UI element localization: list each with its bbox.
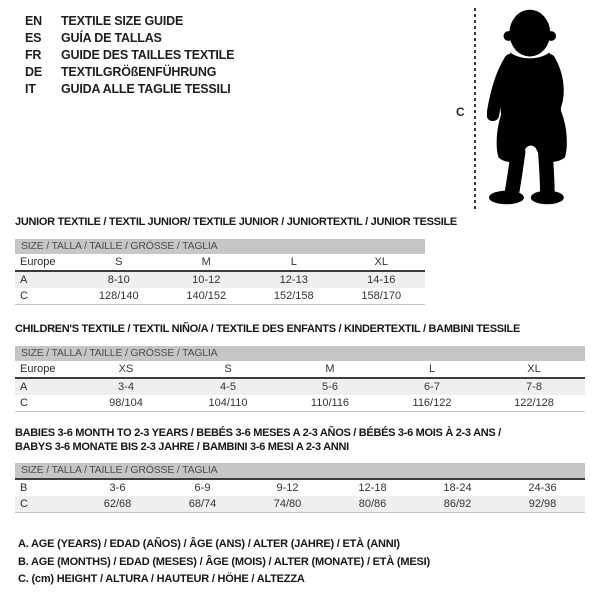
baby-silhouette-icon — [487, 4, 594, 212]
language-row — [25, 13, 234, 30]
height-cell: 110/116 — [310, 397, 350, 409]
age-cell: 24-36 — [528, 482, 557, 494]
height-cell: 86/92 — [443, 498, 472, 510]
height-cell: 158/170 — [361, 290, 402, 302]
junior-size-table — [15, 239, 425, 305]
language-title-list — [25, 13, 234, 98]
size-header-bar: SIZE / TALLA / TAILLE / GRÖSSE / TAGLIA — [15, 239, 425, 254]
table-row-height — [15, 288, 425, 305]
row-label: C — [20, 290, 28, 302]
height-cell: 74/80 — [273, 498, 302, 510]
height-measure-line — [474, 8, 476, 212]
age-cell: 6-7 — [424, 381, 440, 393]
size-cell: M — [325, 363, 335, 375]
age-cell: 10-12 — [192, 274, 221, 286]
height-cell: 140/152 — [186, 290, 227, 302]
language-row — [25, 30, 234, 47]
size-cell: M — [201, 256, 211, 268]
age-cell: 18-24 — [443, 482, 472, 494]
language-title: GUIDE DES TAILLES TEXTILE — [61, 48, 235, 62]
height-cell: 98/104 — [109, 397, 143, 409]
language-code: DE — [25, 65, 42, 79]
babies-table-title-line2: BABYS 3-6 MONATE BIS 2-3 JAHRE / BAMBINI 3-6 MESI A 2-3 ANNI — [15, 440, 349, 453]
junior-table-title: JUNIOR TEXTILE / TEXTIL JUNIOR/ TEXTILE JUNIOR / JUNIORTEXTIL / JUNIOR TESSILE — [15, 216, 457, 228]
size-cell: S — [224, 363, 232, 375]
row-label: A — [20, 381, 28, 393]
language-code: EN — [25, 14, 42, 28]
height-cell: 92/98 — [528, 498, 557, 510]
row-label: Europe — [20, 256, 56, 268]
language-title: TEXTILGRÖßENFÜHRUNG — [61, 65, 217, 79]
age-cell: 12-13 — [279, 274, 308, 286]
table-row-height — [15, 395, 585, 412]
height-cell: 62/68 — [103, 498, 132, 510]
size-cell: S — [115, 256, 123, 268]
language-row — [25, 81, 234, 98]
babies-size-table — [15, 463, 585, 513]
legend-note-c: C. (cm) HEIGHT / ALTURA / HAUTEUR / HÖHE / ALTEZZA — [18, 573, 305, 585]
language-row — [25, 47, 234, 64]
language-title: GUIDA ALLE TAGLIE TESSILI — [61, 82, 231, 96]
table-row-age — [15, 272, 425, 288]
language-code: FR — [25, 48, 42, 62]
table-row-age-months — [15, 480, 585, 496]
size-cell: L — [428, 363, 436, 375]
language-row — [25, 64, 234, 81]
height-cell: 152/158 — [273, 290, 314, 302]
row-label: B — [20, 482, 28, 494]
table-row-height — [15, 496, 585, 513]
size-cell: XS — [118, 363, 134, 375]
row-label: C — [20, 397, 28, 409]
children-table-title: CHILDREN'S TEXTILE / TEXTIL NIÑO/A / TEXTILE DES ENFANTS / KINDERTEXTIL / BAMBINI TESSILE — [15, 323, 520, 335]
height-measure-label: C — [456, 105, 465, 119]
row-label: A — [20, 274, 28, 286]
children-size-table — [15, 346, 585, 412]
height-cell: 122/128 — [514, 397, 554, 409]
size-cell: XL — [374, 256, 388, 268]
table-row-age — [15, 379, 585, 395]
size-header-bar: SIZE / TALLA / TAILLE / GRÖSSE / TAGLIA — [15, 463, 585, 480]
height-cell: 128/140 — [98, 290, 139, 302]
height-cell: 104/110 — [208, 397, 248, 409]
age-cell: 7-8 — [526, 381, 542, 393]
legend-note-a: A. AGE (YEARS) / EDAD (AÑOS) / ÂGE (ANS) / ALTER (JAHRE) / ETÀ (ANNI) — [18, 538, 400, 550]
babies-table-title-line1: BABIES 3-6 MONTH TO 2-3 YEARS / BEBÉS 3-6 MESES A 2-3 AÑOS / BÉBÉS 3-6 MOIS À 2-3 ANS / — [15, 427, 501, 439]
language-title: TEXTILE SIZE GUIDE — [61, 14, 184, 28]
babies-table-title — [15, 427, 590, 454]
age-cell: 4-5 — [220, 381, 236, 393]
height-cell: 68/74 — [188, 498, 217, 510]
height-cell: 116/122 — [412, 397, 452, 409]
age-cell: 12-18 — [358, 482, 387, 494]
age-cell: 8-10 — [107, 274, 130, 286]
age-cell: 3-6 — [109, 482, 126, 494]
table-row-europe — [15, 254, 425, 272]
size-header-bar: SIZE / TALLA / TAILLE / GRÖSSE / TAGLIA — [15, 346, 585, 361]
legend-notes — [18, 536, 430, 589]
row-label: C — [20, 498, 28, 510]
height-cell: 80/86 — [358, 498, 387, 510]
age-cell: 9-12 — [276, 482, 299, 494]
row-label: Europe — [20, 363, 56, 375]
size-cell: XL — [527, 363, 541, 375]
age-cell: 5-6 — [322, 381, 338, 393]
age-cell: 3-4 — [118, 381, 134, 393]
legend-note-b: B. AGE (MONTHS) / EDAD (MESES) / ÂGE (MOIS) / ALTER (MONATE) / ETÀ (MESI) — [18, 555, 430, 568]
language-code: IT — [25, 82, 36, 96]
age-cell: 6-9 — [194, 482, 211, 494]
language-code: ES — [25, 31, 42, 45]
table-row-europe — [15, 361, 585, 379]
language-title: GUÍA DE TALLAS — [61, 31, 162, 45]
age-cell: 14-16 — [367, 274, 396, 286]
size-cell: L — [290, 256, 297, 268]
